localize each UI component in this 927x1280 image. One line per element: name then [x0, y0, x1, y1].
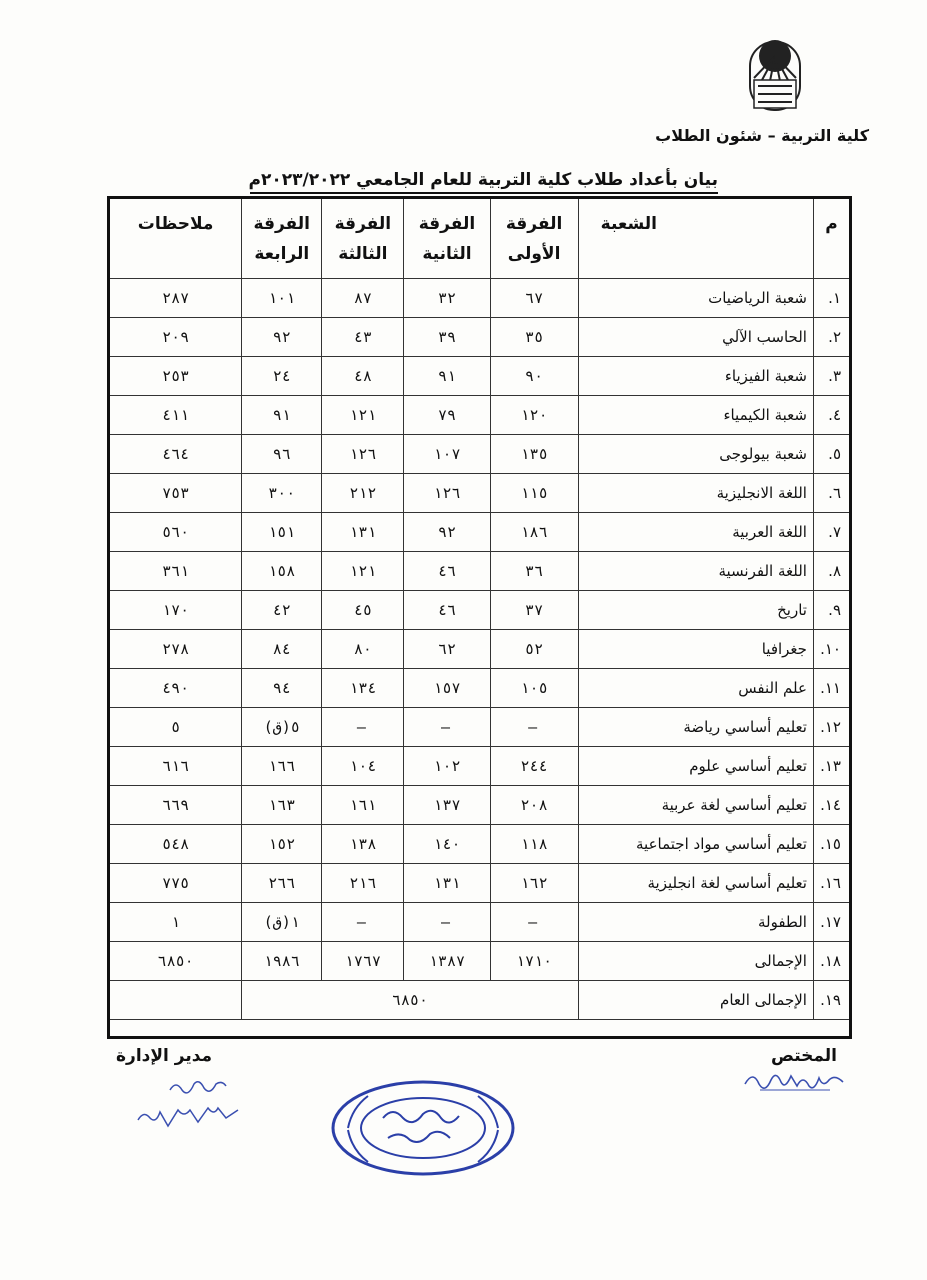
- specialist-label: المختص: [771, 1046, 837, 1066]
- row-year4: ٩٢: [241, 318, 321, 357]
- row-number: ١٥.: [813, 825, 849, 864]
- row-year1: ٢٠٨: [490, 786, 578, 825]
- row-number: ١٠.: [813, 630, 849, 669]
- table-row: [110, 786, 849, 825]
- row-year4: ٨٤: [241, 630, 321, 669]
- row-year4: ١٩٨٦: [241, 942, 321, 981]
- row-year4: ١٦٣: [241, 786, 321, 825]
- row-number: ١١.: [813, 669, 849, 708]
- row-year1: ٦٧: [490, 279, 578, 318]
- header-branch: الشعبة: [578, 199, 813, 279]
- row-year3: ١٦١: [321, 786, 403, 825]
- row-year4: ٢٦٦: [241, 864, 321, 903]
- row-branch: تعليم أساسي علوم: [578, 747, 813, 786]
- row-notes: ٥٦٠: [110, 513, 241, 552]
- row-year2: ١٣٨٧: [403, 942, 489, 981]
- row-number: ٤.: [813, 396, 849, 435]
- row-year2: ٤٦: [403, 552, 489, 591]
- table-row: [110, 669, 849, 708]
- row-year3: ٨٠: [321, 630, 403, 669]
- row-year4: ٩١: [241, 396, 321, 435]
- specialist-signature: [740, 1064, 850, 1094]
- row-year1: ١٣٥: [490, 435, 578, 474]
- row-notes: ٦١٦: [110, 747, 241, 786]
- row-year2: ١٠٢: [403, 747, 489, 786]
- row-branch: علم النفس: [578, 669, 813, 708]
- row-year4: ١٥٨: [241, 552, 321, 591]
- table-row: [110, 864, 849, 903]
- row-year2: ١٣١: [403, 864, 489, 903]
- director-label: مدير الإدارة: [116, 1046, 213, 1066]
- header-notes: ملاحظات: [110, 199, 241, 279]
- row-number: ١٨.: [813, 942, 849, 981]
- row-year4: ٩٤: [241, 669, 321, 708]
- row-year4: ١٦٦: [241, 747, 321, 786]
- row-number: ١٣.: [813, 747, 849, 786]
- table-row: [110, 513, 849, 552]
- row-year2: ٣٩: [403, 318, 489, 357]
- row-notes: ٢٥٣: [110, 357, 241, 396]
- row-year4: ٣٠٠: [241, 474, 321, 513]
- row-year1: ١٠٥: [490, 669, 578, 708]
- faculty-header: كلية التربية – شئون الطلاب: [655, 126, 869, 145]
- row-year1: ٣٥: [490, 318, 578, 357]
- table-row: [110, 357, 849, 396]
- page-title: بيان بأعداد طلاب كلية التربية للعام الجامعي ٢٠٢٣/٢٠٢٢م: [250, 170, 718, 194]
- row-branch: شعبة الفيزياء: [578, 357, 813, 396]
- row-year3: ٨٧: [321, 279, 403, 318]
- row-year4: ١٥١: [241, 513, 321, 552]
- grand-total-value: ٦٨٥٠: [241, 981, 577, 1020]
- row-year2: ١٤٠: [403, 825, 489, 864]
- row-notes: ٤١١: [110, 396, 241, 435]
- row-branch: اللغة الفرنسية: [578, 552, 813, 591]
- header-year4: الفرقة الرابعة: [241, 199, 321, 279]
- row-year3: ٤٣: [321, 318, 403, 357]
- row-year2: –: [403, 903, 489, 942]
- row-notes: ٥٤٨: [110, 825, 241, 864]
- table-row: [110, 708, 849, 747]
- university-logo: [744, 34, 806, 114]
- row-notes: ٤٩٠: [110, 669, 241, 708]
- row-branch: تاريخ: [578, 591, 813, 630]
- table-row: [110, 903, 849, 942]
- row-branch: الإجمالى: [578, 942, 813, 981]
- office-stamp: [328, 1078, 518, 1178]
- row-year4: ١٠١: [241, 279, 321, 318]
- row-notes: ١٧٠: [110, 591, 241, 630]
- row-branch: شعبة الكيمياء: [578, 396, 813, 435]
- row-year2: ٩٢: [403, 513, 489, 552]
- table-row: [110, 279, 849, 318]
- row-notes: ٧٧٥: [110, 864, 241, 903]
- row-year2: ٩١: [403, 357, 489, 396]
- row-year3: –: [321, 903, 403, 942]
- row-number: ٩.: [813, 591, 849, 630]
- row-year1: –: [490, 903, 578, 942]
- row-year2: ١٠٧: [403, 435, 489, 474]
- row-branch: تعليم أساسي رياضة: [578, 708, 813, 747]
- row-year4: ٢٤: [241, 357, 321, 396]
- row-year4: ١(ق): [241, 903, 321, 942]
- row-year1: ٣٦: [490, 552, 578, 591]
- row-notes: ٢٨٧: [110, 279, 241, 318]
- row-year3: ٢١٢: [321, 474, 403, 513]
- row-branch: تعليم أساسي لغة عربية: [578, 786, 813, 825]
- row-year3: ١٢١: [321, 396, 403, 435]
- row-number: ٦.: [813, 474, 849, 513]
- row-notes: ٢٧٨: [110, 630, 241, 669]
- row-year3: ١٧٦٧: [321, 942, 403, 981]
- row-year2: ١٢٦: [403, 474, 489, 513]
- row-year2: ٦٢: [403, 630, 489, 669]
- row-notes-empty: [110, 981, 241, 1020]
- row-year3: ٤٨: [321, 357, 403, 396]
- table-row: [110, 591, 849, 630]
- row-number: ١.: [813, 279, 849, 318]
- row-year1: ١٦٢: [490, 864, 578, 903]
- grand-total-row: [110, 981, 849, 1020]
- table-header-row: [110, 199, 849, 279]
- row-year4: ٤٢: [241, 591, 321, 630]
- row-year1: ١١٨: [490, 825, 578, 864]
- row-year1: ٩٠: [490, 357, 578, 396]
- header-year2: الفرقة الثانية: [403, 199, 489, 279]
- row-number: ١٩.: [813, 981, 849, 1020]
- row-year3: ١٣١: [321, 513, 403, 552]
- director-signature: [130, 1074, 250, 1134]
- row-year3: ١٠٤: [321, 747, 403, 786]
- table-row: [110, 747, 849, 786]
- row-number: ٣.: [813, 357, 849, 396]
- row-notes: ٢٠٩: [110, 318, 241, 357]
- row-year3: ١٢١: [321, 552, 403, 591]
- row-branch: شعبة الرياضيات: [578, 279, 813, 318]
- table-row: [110, 318, 849, 357]
- row-year1: ٣٧: [490, 591, 578, 630]
- row-notes: ١: [110, 903, 241, 942]
- row-branch: اللغة الانجليزية: [578, 474, 813, 513]
- students-table: [107, 196, 852, 1039]
- row-year4: ٥(ق): [241, 708, 321, 747]
- row-number: ١٦.: [813, 864, 849, 903]
- row-year3: ١٢٦: [321, 435, 403, 474]
- row-branch: الطفولة: [578, 903, 813, 942]
- row-number: ١٤.: [813, 786, 849, 825]
- row-notes: ٤٦٤: [110, 435, 241, 474]
- row-year2: ١٣٧: [403, 786, 489, 825]
- row-number: ١٧.: [813, 903, 849, 942]
- header-year1: الفرقة الأولى: [490, 199, 578, 279]
- row-branch: تعليم أساسي لغة انجليزية: [578, 864, 813, 903]
- row-branch: الحاسب الآلي: [578, 318, 813, 357]
- table-row: [110, 435, 849, 474]
- row-year2: ١٥٧: [403, 669, 489, 708]
- header-num: م: [813, 199, 849, 279]
- row-year1: ١٢٠: [490, 396, 578, 435]
- row-branch: الإجمالى العام: [578, 981, 813, 1020]
- table-row: [110, 474, 849, 513]
- row-year1: –: [490, 708, 578, 747]
- row-year2: ٤٦: [403, 591, 489, 630]
- row-notes: ٧٥٣: [110, 474, 241, 513]
- table-row: [110, 630, 849, 669]
- row-year3: ٤٥: [321, 591, 403, 630]
- row-notes: ٥: [110, 708, 241, 747]
- row-year4: ٩٦: [241, 435, 321, 474]
- row-year2: ٧٩: [403, 396, 489, 435]
- table-row: [110, 396, 849, 435]
- row-notes: ٦٦٩: [110, 786, 241, 825]
- row-notes: ٦٨٥٠: [110, 942, 241, 981]
- row-number: ٥.: [813, 435, 849, 474]
- row-year3: –: [321, 708, 403, 747]
- row-branch: تعليم أساسي مواد اجتماعية: [578, 825, 813, 864]
- row-number: ٧.: [813, 513, 849, 552]
- row-year4: ١٥٢: [241, 825, 321, 864]
- row-notes: ٣٦١: [110, 552, 241, 591]
- table-row: [110, 552, 849, 591]
- table-row: [110, 825, 849, 864]
- row-year3: ١٣٨: [321, 825, 403, 864]
- row-year1: ٢٤٤: [490, 747, 578, 786]
- row-number: ٨.: [813, 552, 849, 591]
- row-year1: ٥٢: [490, 630, 578, 669]
- row-year2: ٣٢: [403, 279, 489, 318]
- row-year1: ١١٥: [490, 474, 578, 513]
- row-year3: ١٣٤: [321, 669, 403, 708]
- row-number: ١٢.: [813, 708, 849, 747]
- header-year3: الفرقة الثالثة: [321, 199, 403, 279]
- row-year2: –: [403, 708, 489, 747]
- row-branch: شعبة بيولوجى: [578, 435, 813, 474]
- row-branch: جغرافيا: [578, 630, 813, 669]
- row-year1: ١٧١٠: [490, 942, 578, 981]
- row-year1: ١٨٦: [490, 513, 578, 552]
- table-row: [110, 942, 849, 981]
- row-branch: اللغة العربية: [578, 513, 813, 552]
- row-number: ٢.: [813, 318, 849, 357]
- row-year3: ٢١٦: [321, 864, 403, 903]
